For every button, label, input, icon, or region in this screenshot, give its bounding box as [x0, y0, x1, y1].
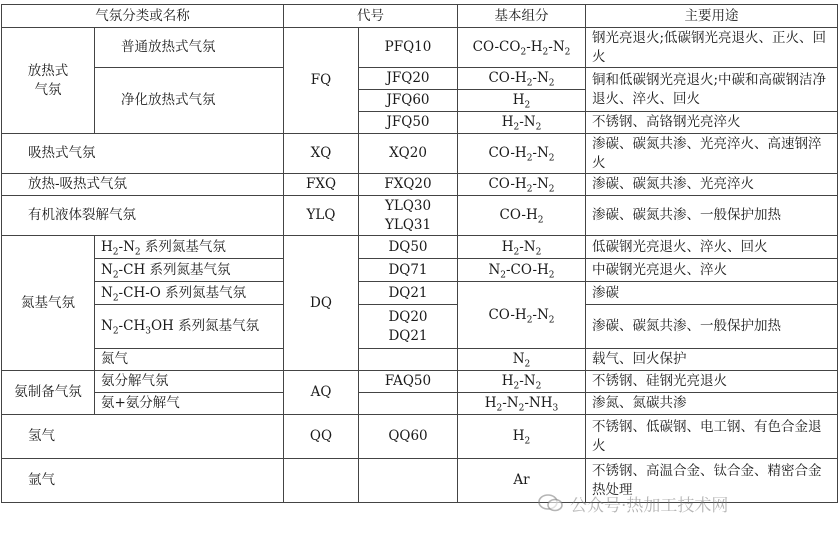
composition-cell: $H_2-N_2$	[458, 371, 586, 393]
use-cell: 不锈钢、低碳钢、电工钢、有色合金退火	[586, 415, 838, 459]
subcode-cell: XQ20	[359, 134, 458, 174]
category-cell: 氨制备气氛	[2, 371, 95, 415]
category-cell: 有机液体裂解气氛	[2, 196, 284, 236]
table-row	[2, 305, 838, 349]
subcode-cell: PFQ10	[359, 28, 458, 68]
subcategory-cell: 净化放热式气氛	[95, 68, 284, 134]
subcode-cell	[359, 393, 458, 415]
use-cell: 不锈钢、硅钢光亮退火	[586, 371, 838, 393]
composition-cell: $H_2-N_2$	[458, 236, 586, 259]
category-cell: 氮基气氛	[2, 236, 95, 371]
subcode-cell: JFQ60	[359, 90, 458, 112]
subcode-cell: JFQ50	[359, 112, 458, 134]
subcode-cell	[359, 459, 458, 503]
subcode-cell	[359, 349, 458, 371]
header-composition: 基本组分	[458, 5, 586, 28]
subcode-cell: DQ71	[359, 259, 458, 282]
header-code: 代号	[284, 5, 458, 28]
composition-cell: $H_2$	[458, 415, 586, 459]
table-row	[2, 236, 838, 259]
header-row	[2, 5, 838, 28]
use-cell: 渗碳、碳氮共渗、光亮淬火	[586, 174, 838, 196]
use-cell: 载气、回火保护	[586, 349, 838, 371]
composition-cell: $CO-H_2-N_2$	[458, 174, 586, 196]
composition-cell: $CO-H_2-N_2$	[458, 68, 586, 90]
category-cell: 氢气	[2, 415, 284, 459]
code-cell: DQ	[284, 236, 359, 371]
composition-cell: $H_2$	[458, 90, 586, 112]
subcode-cell: DQ50	[359, 236, 458, 259]
subcategory-cell: 氮气	[95, 349, 284, 371]
code-cell: FQ	[284, 28, 359, 134]
table-row	[2, 174, 838, 196]
category-cell	[2, 28, 95, 134]
category-cell: 放热-吸热式气氛	[2, 174, 284, 196]
use-cell: 渗碳	[586, 282, 838, 305]
code-cell: YLQ	[284, 196, 359, 236]
composition-cell: $H_2-N_2$	[458, 112, 586, 134]
code-cell	[284, 459, 359, 503]
use-cell: 不锈钢、高铬钢光亮淬火	[586, 112, 838, 134]
table-row	[2, 259, 838, 282]
atmosphere-table	[1, 4, 838, 503]
subcategory-cell: 普通放热式气氛	[95, 28, 284, 68]
subcategory-cell: 氨分解气氛	[95, 371, 284, 393]
use-cell: 不锈钢、高温合金、钛合金、精密合金热处理	[586, 459, 838, 503]
table-row	[2, 371, 838, 393]
table-row	[2, 134, 838, 174]
table-row	[2, 349, 838, 371]
use-cell: 渗碳、碳氮共渗、一般保护加热	[586, 305, 838, 349]
table-row	[2, 459, 838, 503]
subcategory-cell: $N_2-CH$ 系列氮基气氛	[95, 259, 284, 282]
use-cell: 渗氮、氮碳共渗	[586, 393, 838, 415]
subcode-cell: DQ21	[359, 282, 458, 305]
table-row	[2, 393, 838, 415]
subcode-cell: FAQ50	[359, 371, 458, 393]
header-category: 气氛分类或名称	[2, 5, 284, 28]
code-cell: AQ	[284, 371, 359, 415]
code-cell: XQ	[284, 134, 359, 174]
code-cell: QQ	[284, 415, 359, 459]
composition-cell: $CO-H_2-N_2$	[458, 282, 586, 349]
table-row	[2, 415, 838, 459]
subcategory-cell: $N_2-CH-O$ 系列氮基气氛	[95, 282, 284, 305]
use-cell: 渗碳、碳氮共渗、光亮淬火、高速钢淬火	[586, 134, 838, 174]
composition-cell: $N_2$	[458, 349, 586, 371]
header-use: 主要用途	[586, 5, 838, 28]
table-row	[2, 28, 838, 68]
table-row	[2, 196, 838, 236]
subcode-cell: YLQ30 YLQ31	[359, 196, 458, 236]
composition-cell: $H_2-N_2-NH_3$	[458, 393, 586, 415]
table-row	[2, 68, 838, 90]
table-row	[2, 282, 838, 305]
subcategory-cell: $N_2-CH_3OH$ 系列氮基气氛	[95, 305, 284, 349]
subcategory-cell: 氨+氨分解气	[95, 393, 284, 415]
composition-cell	[458, 28, 586, 68]
composition-cell: $CO-H_2$	[458, 196, 586, 236]
use-cell: 低碳钢光亮退火、淬火、回火	[586, 236, 838, 259]
use-cell: 钢光亮退火;低碳钢光亮退火、正火、回火	[586, 28, 838, 68]
category-text: 放热式 气氛	[27, 62, 69, 98]
subcode-cell: QQ60	[359, 415, 458, 459]
subcode-cell: JFQ20	[359, 68, 458, 90]
subcategory-cell: $H_2-N_2$ 系列氮基气氛	[95, 236, 284, 259]
subcode-cell: FXQ20	[359, 174, 458, 196]
composition-cell: Ar	[458, 459, 586, 503]
use-cell: 铜和低碳钢光亮退火;中碳和高碳钢洁净退火、淬火、回火	[586, 68, 838, 112]
watermark-text: 公众号·热加工技术网	[570, 495, 729, 516]
code-cell: FXQ	[284, 174, 359, 196]
composition-text: $CO-CO_2-H_2-N_2$	[472, 39, 571, 58]
composition-cell: $N_2-CO-H_2$	[458, 259, 586, 282]
category-cell: 氩气	[2, 459, 284, 503]
category-cell: 吸热式气氛	[2, 134, 284, 174]
composition-cell: $CO-H_2-N_2$	[458, 134, 586, 174]
use-cell: 中碳钢光亮退火、淬火	[586, 259, 838, 282]
use-cell: 渗碳、碳氮共渗、一般保护加热	[586, 196, 838, 236]
subcode-cell: DQ20 DQ21	[359, 305, 458, 349]
